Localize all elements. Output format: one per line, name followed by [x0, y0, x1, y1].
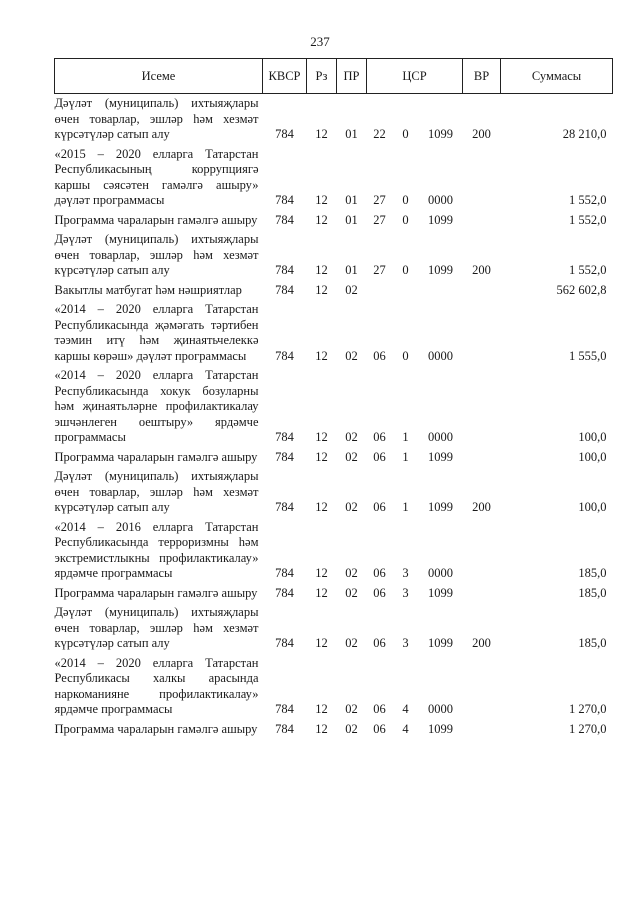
row-name-text: «2014 – 2016 елларга Татарстан Республикасында терроризмны һәм экстремистлыкны профилактикалау» ярдәмче программасы [54, 519, 259, 580]
table-header-row [55, 59, 613, 94]
row-csr-code: 1099 [428, 263, 453, 277]
row-csr-subprogram: 1 [402, 449, 409, 464]
row-vr [463, 145, 501, 211]
row-sum: 100,0 [578, 500, 607, 514]
row-name [55, 366, 263, 448]
row-csr-subprogram: 4 [402, 702, 409, 716]
row-csr-code: 0000 [428, 702, 453, 716]
header-pr: ПР [337, 59, 367, 94]
row-rz: 12 [315, 500, 328, 514]
row-kvsr: 784 [275, 702, 294, 716]
row-sum: 100,0 [578, 449, 607, 464]
row-pr: 02 [345, 585, 358, 600]
row-kvsr: 784 [275, 721, 294, 736]
row-name [55, 230, 263, 281]
row-sum: 1 270,0 [569, 721, 607, 736]
header-csr: ЦСР [367, 59, 463, 94]
row-csr-program: 06 [373, 500, 386, 514]
table-body [55, 94, 613, 740]
row-name-text: Дәүләт (муниципаль) ихтыяҗлары өчен товарлар, эшләр һәм хезмәт күрсәтүләр сатып алу [54, 232, 259, 277]
header-name: Исеме [55, 59, 263, 94]
row-csr-program: 06 [373, 721, 386, 736]
row-pr: 02 [345, 282, 358, 297]
row-csr-program: 27 [373, 193, 386, 207]
row-vr [463, 584, 501, 604]
row-name-text: «2014 – 2020 елларга Татарстан Республикасында хокук бозуларны һәм җинаятьләрне профилактикалау эшчәнлеген оештыру» ярдәмче программасы [54, 368, 259, 444]
table-row [55, 720, 613, 740]
row-sum: 185,0 [578, 585, 607, 600]
row-name [55, 518, 263, 584]
row-name-text: Дәүләт (муниципаль) ихтыяҗлары өчен товарлар, эшләр һәм хезмәт күрсәтүләр сатып алу [54, 605, 259, 650]
row-rz: 12 [315, 721, 328, 736]
row-vr [463, 366, 501, 448]
table-row [55, 603, 613, 654]
row-kvsr: 784 [275, 282, 294, 297]
row-pr: 02 [345, 702, 358, 716]
row-name [55, 281, 263, 301]
row-name [55, 467, 263, 518]
row-pr: 01 [345, 127, 358, 141]
row-name [55, 584, 263, 604]
row-sum: 100,0 [578, 430, 607, 444]
table-row [55, 230, 613, 281]
row-kvsr: 784 [275, 585, 294, 600]
row-rz: 12 [315, 449, 328, 464]
table-row [55, 467, 613, 518]
table-row [55, 145, 613, 211]
row-csr-program: 06 [373, 566, 386, 580]
row-name-text: «2014 – 2020 елларга Татарстан Республикасы халкы арасында наркоманияне профилактикалау» ярдәмче программасы [54, 655, 259, 716]
row-csr-code: 0000 [428, 193, 453, 207]
row-csr-subprogram: 0 [402, 193, 409, 207]
row-csr-code [419, 281, 463, 301]
row-name-text: Вакытлы матбугат һәм нәшриятлар [54, 282, 242, 297]
row-vr [463, 211, 501, 231]
row-csr-subprogram: 1 [402, 430, 409, 444]
row-vr [463, 300, 501, 366]
row-pr: 02 [345, 721, 358, 736]
row-vr [463, 654, 501, 720]
row-rz: 12 [315, 212, 328, 227]
row-sum: 562 602,8 [556, 282, 607, 297]
row-kvsr: 784 [275, 263, 294, 277]
row-name-text: Программа чараларын гамәлгә ашыру [54, 212, 258, 227]
row-kvsr: 784 [275, 430, 294, 444]
row-csr-subprogram: 0 [402, 263, 409, 277]
table-row [55, 366, 613, 448]
row-sum: 1 552,0 [569, 193, 607, 207]
row-name [55, 654, 263, 720]
row-name [55, 211, 263, 231]
row-pr: 01 [345, 212, 358, 227]
row-rz: 12 [315, 702, 328, 716]
page-number: 237 [310, 34, 330, 49]
row-kvsr: 784 [275, 193, 294, 207]
row-csr-code: 1099 [428, 127, 453, 141]
table-row [55, 94, 613, 145]
row-kvsr: 784 [275, 127, 294, 141]
header-sum: Суммасы [501, 59, 613, 94]
row-name [55, 94, 263, 145]
row-csr-code: 1099 [428, 449, 453, 464]
row-sum: 185,0 [578, 636, 607, 650]
row-sum: 185,0 [578, 566, 607, 580]
row-csr-program: 27 [373, 263, 386, 277]
row-rz: 12 [315, 348, 328, 363]
row-kvsr: 784 [275, 212, 294, 227]
table-row [55, 654, 613, 720]
row-vr: 200 [472, 127, 491, 141]
row-rz: 12 [315, 430, 328, 444]
row-csr-subprogram [393, 281, 419, 301]
row-name-text: Дәүләт (муниципаль) ихтыяҗлары өчен товарлар, эшләр һәм хезмәт күрсәтүләр сатып алу [54, 469, 259, 514]
row-name [55, 145, 263, 211]
row-csr-program: 06 [373, 449, 386, 464]
row-sum: 1 270,0 [569, 702, 607, 716]
row-vr [463, 448, 501, 468]
table-row [55, 584, 613, 604]
row-pr: 02 [345, 636, 358, 650]
row-csr-subprogram: 1 [402, 500, 409, 514]
row-csr-program: 27 [373, 212, 386, 227]
table-row [55, 448, 613, 468]
row-rz: 12 [315, 193, 328, 207]
row-rz: 12 [315, 585, 328, 600]
row-csr-subprogram: 0 [402, 127, 409, 141]
row-rz: 12 [315, 282, 328, 297]
row-vr [463, 720, 501, 740]
row-csr-subprogram: 0 [402, 348, 409, 363]
row-kvsr: 784 [275, 449, 294, 464]
row-csr-subprogram: 3 [402, 636, 409, 650]
row-vr: 200 [472, 636, 491, 650]
row-csr-program: 06 [373, 585, 386, 600]
table-row [55, 211, 613, 231]
row-csr-program: 06 [373, 636, 386, 650]
row-pr: 02 [345, 500, 358, 514]
row-pr: 02 [345, 348, 358, 363]
row-csr-subprogram: 0 [402, 212, 409, 227]
row-rz: 12 [315, 636, 328, 650]
row-csr-code: 0000 [428, 348, 453, 363]
header-rz: Рз [307, 59, 337, 94]
row-csr-code: 0000 [428, 566, 453, 580]
row-pr: 02 [345, 566, 358, 580]
row-csr-subprogram: 3 [402, 566, 409, 580]
row-vr: 200 [472, 263, 491, 277]
row-csr-subprogram: 3 [402, 585, 409, 600]
row-csr-program: 06 [373, 702, 386, 716]
row-csr-program: 06 [373, 348, 386, 363]
row-name [55, 720, 263, 740]
row-sum: 1 552,0 [569, 263, 607, 277]
row-pr: 02 [345, 449, 358, 464]
row-pr: 01 [345, 193, 358, 207]
row-sum: 1 552,0 [569, 212, 607, 227]
row-vr: 200 [472, 500, 491, 514]
row-kvsr: 784 [275, 636, 294, 650]
row-name-text: Программа чараларын гамәлгә ашыру [54, 585, 258, 600]
table-row [55, 518, 613, 584]
row-name [55, 603, 263, 654]
row-sum: 1 555,0 [569, 348, 607, 363]
row-vr [463, 281, 501, 301]
row-name-text: Программа чараларын гамәлгә ашыру [54, 721, 258, 736]
row-sum: 28 210,0 [562, 127, 607, 141]
row-rz: 12 [315, 566, 328, 580]
row-pr: 01 [345, 263, 358, 277]
row-csr-subprogram: 4 [402, 721, 409, 736]
row-csr-code: 0000 [428, 430, 453, 444]
header-kvsr: КВСР [263, 59, 307, 94]
row-name-text: «2014 – 2020 елларга Татарстан Республикасында җәмәгать тәртибен тәэмин итү һәм җинаятьчелеккә каршы көрәш» дәүләт программасы [54, 302, 259, 363]
table-row [55, 281, 613, 301]
row-csr-program [367, 281, 393, 301]
budget-table [54, 58, 613, 739]
row-csr-code: 1099 [428, 585, 453, 600]
row-csr-program: 06 [373, 430, 386, 444]
row-name-text: Дәүләт (муниципаль) ихтыяҗлары өчен товарлар, эшләр һәм хезмәт күрсәтүләр сатып алу [54, 96, 259, 141]
row-name [55, 448, 263, 468]
row-name-text: Программа чараларын гамәлгә ашыру [54, 449, 258, 464]
row-csr-program: 22 [373, 127, 386, 141]
row-kvsr: 784 [275, 566, 294, 580]
row-csr-code: 1099 [428, 721, 453, 736]
row-kvsr: 784 [275, 348, 294, 363]
row-rz: 12 [315, 127, 328, 141]
row-csr-code: 1099 [428, 636, 453, 650]
row-vr [463, 518, 501, 584]
row-name [55, 300, 263, 366]
row-csr-code: 1099 [428, 212, 453, 227]
row-name-text: «2015 – 2020 елларга Татарстан Республикасының коррупциягә каршы сәясәтен гамәлгә ашыру» дәүләт программасы [54, 146, 259, 207]
row-csr-code: 1099 [428, 500, 453, 514]
row-rz: 12 [315, 263, 328, 277]
row-kvsr: 784 [275, 500, 294, 514]
header-vr: ВР [463, 59, 501, 94]
table-row [55, 300, 613, 366]
row-pr: 02 [345, 430, 358, 444]
